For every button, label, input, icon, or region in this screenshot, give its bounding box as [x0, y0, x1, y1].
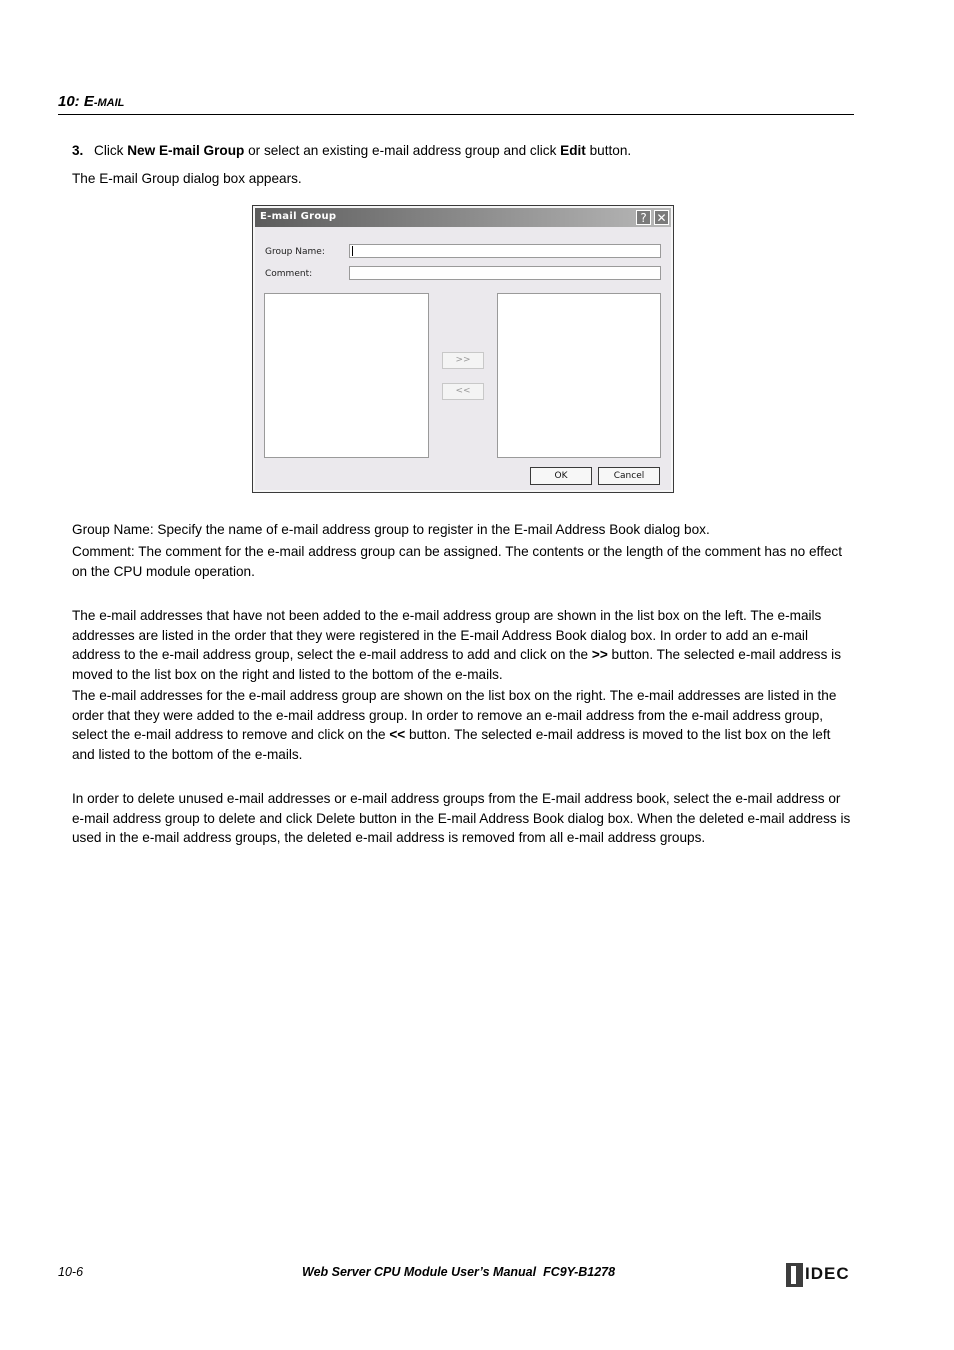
- dialog-title: E-mail Group: [260, 211, 337, 222]
- page-header: [58, 92, 854, 115]
- chapter-name: -MAIL: [93, 97, 125, 109]
- edit-term: Edit: [560, 143, 586, 158]
- dialog-titlebar: [255, 208, 671, 227]
- group-addresses-listbox[interactable]: [497, 293, 661, 458]
- ok-button[interactable]: OK: [530, 467, 592, 485]
- text-caret: [352, 246, 353, 256]
- add-symbol: >>: [591, 647, 608, 663]
- step-text-prefix: Click: [94, 143, 128, 158]
- manual-code: FC9Y-B1278: [543, 1265, 616, 1279]
- chapter-number: 10: E: [58, 93, 94, 110]
- comment-description: Comment: The comment for the e-mail address group can be assigned. The contents or the length of the comment has no effect on the CPU module operation.: [72, 544, 842, 579]
- comment-label: Comment:: [265, 269, 313, 279]
- left-list-text-end: button. The selected e-mail address is moved to the list box on the right and listed to the bottom of the e-mails.: [72, 647, 841, 682]
- right-list-text-end: button. The selected e-mail address is moved to the list box on the left and listed to the bottom of the e-mails.: [72, 727, 831, 762]
- idec-logo: [786, 1263, 856, 1287]
- logo-mark-icon: [786, 1263, 803, 1287]
- chapter-title: [58, 93, 124, 110]
- available-addresses-listbox[interactable]: [264, 293, 429, 458]
- delete-description: In order to delete unused e-mail addresses or e-mail address groups from the E-mail address book, select the e-mail address or e-mail address group to delete and click Delete button in the E-mail Address Book dialog box. When the deleted e-mail address is used in the e-mail address groups, the deleted e-mail address is removed from all e-mail address groups.: [72, 791, 851, 846]
- remove-symbol: <<: [389, 727, 406, 743]
- page-number: 10-6: [58, 1265, 84, 1279]
- right-list-text: The e-mail addresses for the e-mail address group are shown on the list box on the right. The e-mail addresses are listed in the order that they were added to the e-mail address group. In order to remove an e-mail address from the e-mail address group, select the e-mail address to remove and click on the: [72, 688, 837, 743]
- step-text-suffix: button.: [585, 143, 632, 158]
- right-list-description: [72, 686, 854, 764]
- group-name-description: Group Name: Specify the name of e-mail address group to register in the E-mail Address Book dialog box.: [72, 522, 710, 537]
- group-name-input[interactable]: [349, 244, 661, 258]
- dialog-intro: The E-mail Group dialog box appears.: [72, 171, 302, 186]
- comment-input[interactable]: [349, 266, 661, 280]
- manual-name: Web Server CPU Module User’s Manual: [302, 1265, 537, 1279]
- cancel-button[interactable]: Cancel: [598, 467, 660, 485]
- left-list-text: The e-mail addresses that have not been added to the e-mail address group are shown in the list box on the left. The e-mails addresses are listed in the order that they were registered in the E-mail Address Book dialog box. In order to add an e-mail address to the e-mail address group, select the e-mail address to add and click on the: [72, 608, 822, 663]
- remove-address-button[interactable]: <<: [442, 383, 484, 400]
- help-icon[interactable]: ?: [636, 210, 651, 225]
- step-text-middle: or select an existing e-mail address group and click: [244, 143, 561, 158]
- new-group-term: New E-mail Group: [127, 143, 245, 158]
- left-list-description: [72, 606, 854, 684]
- step-instruction: [72, 141, 854, 161]
- email-group-dialog: [252, 205, 674, 493]
- manual-title: [302, 1265, 615, 1279]
- group-name-label: Group Name:: [265, 247, 325, 257]
- logo-text: IDEC: [805, 1264, 850, 1283]
- close-icon[interactable]: ✕: [654, 210, 669, 225]
- add-address-button[interactable]: >>: [442, 352, 484, 369]
- step-number: 3.: [72, 143, 84, 158]
